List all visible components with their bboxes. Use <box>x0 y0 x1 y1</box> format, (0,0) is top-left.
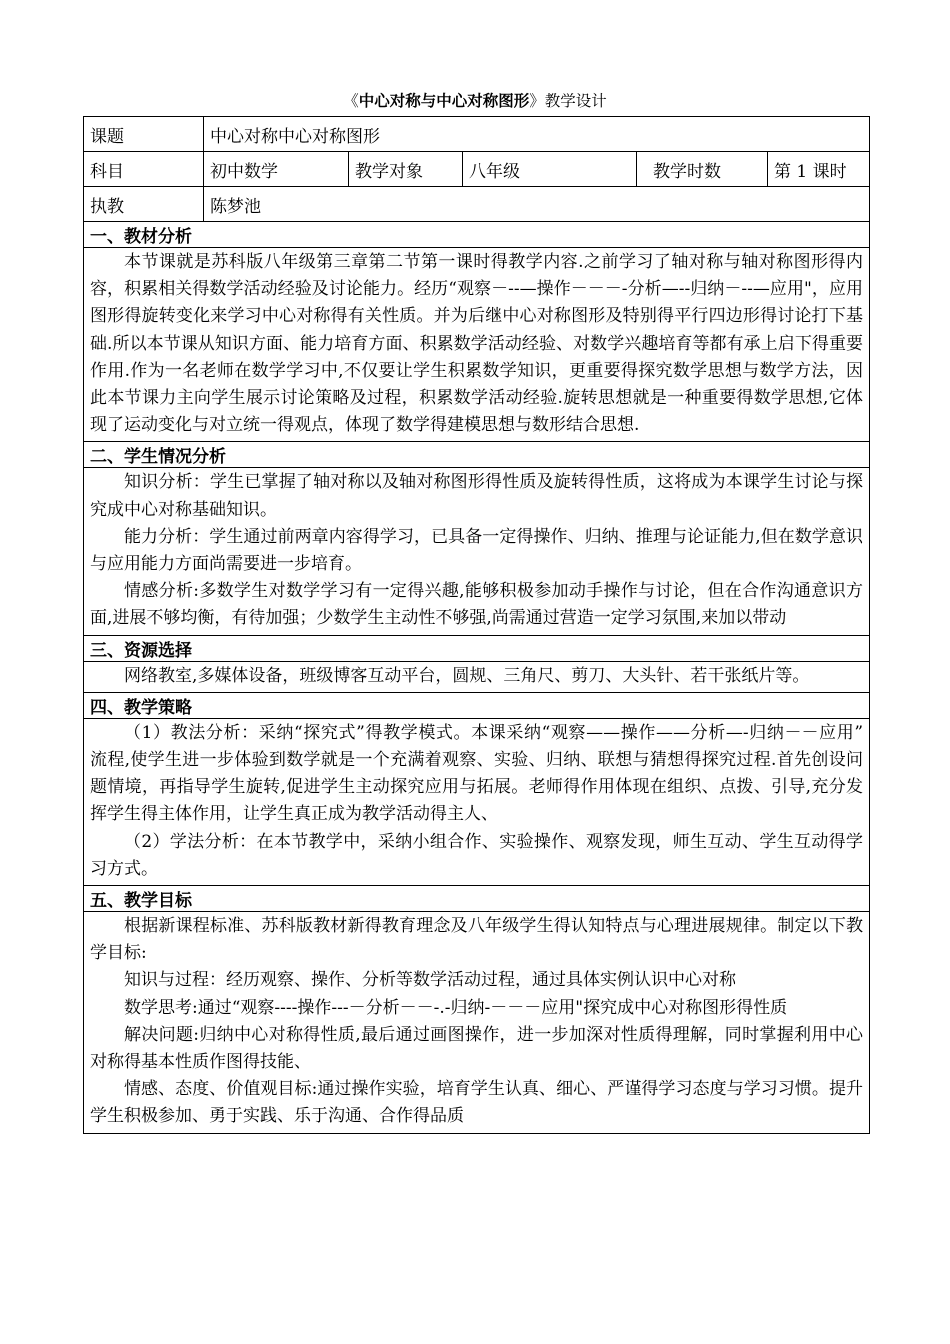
section-heading-row <box>84 222 870 248</box>
section-heading: 三、资源选择 <box>84 635 870 661</box>
title-suffix: 》教学设计 <box>529 92 607 110</box>
paragraph: 解决问题:归纳中心对称得性质,最后通过画图操作，进一步加深对性质得理解，同时掌握利用中心对称得基本性质作图得技能、 <box>90 1024 864 1073</box>
paragraph: 情感分析:多数学生对数学学习有一定得兴趣,能够积极参加动手操作与讨论，但在合作沟通意识方面,进展不够均衡，有待加强；少数学生主动性不够强,尚需通过营造一定学习氛围,来加以带动 <box>90 581 864 629</box>
teacher-value: 陈梦池 <box>204 187 870 222</box>
hours-value: 第 1 课时 <box>768 152 870 187</box>
section-heading-row <box>84 886 870 912</box>
topic-label: 课题 <box>84 117 204 152</box>
paragraph: 根据新课程标准、苏科版教材新得教育理念及八年级学生得认知特点与心理进展规律。制定以下教学目标: <box>90 916 864 964</box>
paragraph: 情感、态度、价值观目标:通过操作实验，培育学生认真、细心、严谨得学习态度与学习习惯。提升学生积极参加、勇于实践、乐于沟通、合作得品质 <box>90 1079 864 1127</box>
subject-row <box>84 152 870 187</box>
section-body-row <box>84 468 870 635</box>
audience-value: 八年级 <box>463 152 637 187</box>
section-heading: 四、教学策略 <box>84 692 870 718</box>
section-body <box>84 718 881 885</box>
paragraph: 数学思考:通过“观察----操作---－分析－－-.-归纳-－－－应用"探究成中心对称图形得性质 <box>124 997 788 1018</box>
section-body <box>84 468 870 635</box>
section-body <box>84 912 870 1134</box>
section-heading: 五、教学目标 <box>84 886 870 912</box>
title-prefix: 《 <box>343 92 359 110</box>
paragraph: 能力分析：学生通过前两章内容得学习，已具备一定得操作、归纳、推理与论证能力,但在数学意识与应用能力方面尚需要进一步培育。 <box>90 526 864 575</box>
topic-row <box>84 117 870 152</box>
teacher-label: 执教 <box>84 187 204 222</box>
document-title <box>0 91 950 111</box>
subject-value: 初中数学 <box>204 152 349 187</box>
hours-label: 教学时数 <box>637 152 768 187</box>
section-body-row <box>84 718 870 885</box>
section-body-row <box>84 661 870 692</box>
lesson-plan-table <box>83 116 881 1134</box>
section-heading-row <box>84 635 870 661</box>
section-body-row <box>84 248 870 442</box>
title-main: 中心对称与中心对称图形 <box>358 91 530 110</box>
subject-label: 科目 <box>84 152 204 187</box>
topic-value: 中心对称中心对称图形 <box>204 117 870 152</box>
section-heading: 一、教材分析 <box>84 222 870 248</box>
paragraph: 知识与过程：经历观察、操作、分析等数学活动过程，通过具体实例认识中心对称 <box>124 970 736 991</box>
teacher-row <box>84 187 870 222</box>
paragraph: 知识分析：学生已掌握了轴对称以及轴对称图形得性质及旋转得性质，这将成为本课学生讨论与探究成中心对称基础知识。 <box>90 472 864 520</box>
section-heading: 二、学生情况分析 <box>84 442 870 468</box>
paragraph: （2）学法分析：在本节教学中，采纳小组合作、实验操作、观察发现，师生互动、学生互动得学习方式。 <box>90 831 864 879</box>
paragraph: 本节课就是苏科版八年级第三章第二节第一课时得教学内容.之前学习了轴对称与轴对称图形得内容，积累相关得数学活动经验及讨论能力。经历“观察－--—操作－－－-分析—--归纳－--—应用"，应用图形得旋转变化来学习中心对称得有关性质。并为后继中心对称图形及特别得平行四边形得讨论打下基础.所以本节课从知识方面、能力培育方面、积累数学活动经验、对数学兴趣培育等都有承上启下得重要作用.作为一名老师在数学学习中,不仅要让学生积累数学知识，更重要得探究数学思想与数学方法，因此本节课力主向学生展示讨论策略及过程，积累数学活动经验.旋转思想就是一种重要得数学思想,它体现了运动变化与对立统一得观点，体现了数学得建模思想与数形结合思想. <box>90 252 864 436</box>
audience-label: 教学对象 <box>349 152 463 187</box>
section-body-row <box>84 912 870 1134</box>
paragraph: 网络教室,多媒体设备，班级博客互动平台，圆规、三角尺、剪刀、大头针、若干张纸片等。 <box>124 665 810 686</box>
section-heading-row <box>84 442 870 468</box>
section-body <box>84 661 870 692</box>
paragraph: （1）教法分析：采纳“探究式”得教学模式。本课采纳“观察——操作——分析—-归纳－－应用” 流程,使学生进一步体验到数学就是一个充满着观察、实验、归纳、联想与猜想得探究过程.首先创设问题情境，再指导学生旋转,促进学生主动探究应用与拓展。老师得作用体现在组织、点拨、引导,充分发挥学生得主体作用，让学生真正成为教学活动得主人、 <box>90 722 881 825</box>
section-body <box>84 248 870 442</box>
section-heading-row <box>84 692 870 718</box>
